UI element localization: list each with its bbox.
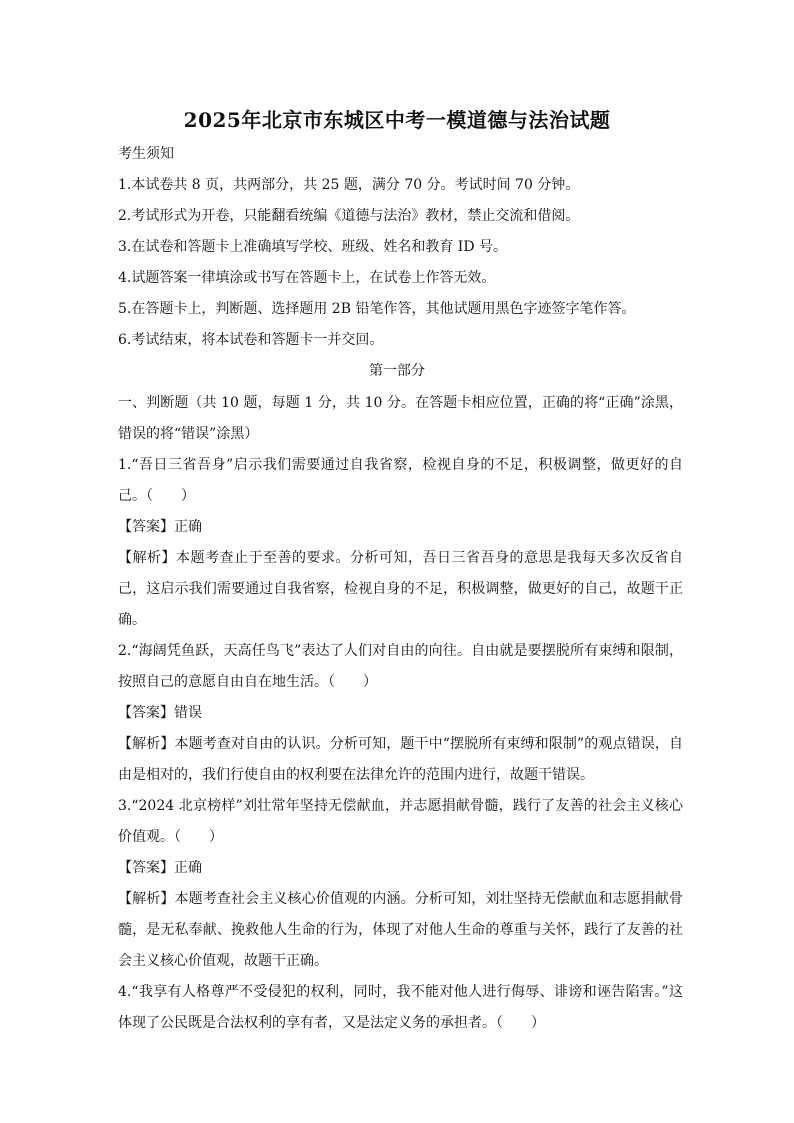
notice-item: 2.考试形式为开卷，只能翻看统编《道德与法治》教材，禁止交流和借阅。: [118, 208, 580, 224]
question-content: [118, 388, 683, 1039]
analysis-label: 【解析】: [118, 550, 176, 566]
document-title: 2025年北京市东城区中考一模道德与法治试题: [183, 108, 611, 132]
notice-item: 5.在答题卡上，判断题、选择题用 2B 铅笔作答，其他试题用黑色字迹签字笔作答。: [118, 301, 636, 317]
section-intro: 一、判断题（共 10 题，每题 1 分，共 10 分。在答题卡相应位置，正确的将“正确”涂黑，错误的将“错误”涂黑）: [118, 395, 683, 442]
analysis-line: [118, 543, 683, 636]
answer-label: 【答案】: [118, 860, 174, 876]
analysis-line: [118, 729, 683, 791]
answer-line: [118, 512, 683, 543]
answer-value: 正确: [174, 860, 202, 876]
notice-item: 3.在试卷和答题卡上准确填写学校、班级、姓名和教育 ID 号。: [118, 239, 508, 255]
analysis-label: 【解析】: [118, 891, 175, 907]
question-stem: 1.“吾日三省吾身”启示我们需要通过自我省察，检视自身的不足，积极调整，做更好的自己。（ ）: [118, 457, 683, 504]
question-stem: 2.“海阔凭鱼跃，天高任鸟飞”表达了人们对自由的向往。自由就是要摆脱所有束缚和限制，按照自己的意愿自由自在地生活。（ ）: [118, 643, 683, 690]
answer-value: 错误: [174, 705, 202, 721]
part-title: 第一部分: [369, 363, 425, 379]
answer-value: 正确: [174, 519, 202, 535]
question-stem: 4.“我享有人格尊严不受侵犯的权利，同时，我不能对他人进行侮辱、诽谤和诬告陷害。”这体现了公民既是合法权利的享有者，又是法定义务的承担者。（ ）: [118, 984, 683, 1031]
notice-list: [118, 170, 683, 356]
analysis-text: 本题考查对自由的认识。分析可知，题干中“摆脱所有束缚和限制”的观点错误，自由是相对的，我们行使自由的权利要在法律允许的范围内进行，故题干错误。: [118, 736, 683, 783]
question-stem: 3.“2024 北京榜样”刘壮常年坚持无偿献血，并志愿捐献骨髓，践行了友善的社会主义核心价值观。（ ）: [118, 798, 683, 845]
answer-line: [118, 698, 683, 729]
analysis-text: 本题考查止于至善的要求。分析可知，吾日三省吾身的意思是我每天多次反省自己，这启示我们需要通过自我省察，检视自身的不足，积极调整，做更好的自己，故题干正确。: [118, 550, 683, 628]
analysis-line: [118, 884, 683, 977]
analysis-text: 本题考查社会主义核心价值观的内涵。分析可知，刘壮坚持无偿献血和志愿捐献骨髓，是无私奉献、挽救他人生命的行为，体现了对他人生命的尊重与关怀，践行了友善的社会主义核心价值观，故题干正确。: [118, 891, 684, 969]
notice-item: 1.本试卷共 8 页，共两部分，共 25 题，满分 70 分。考试时间 70 分钟。: [118, 177, 580, 193]
answer-label: 【答案】: [118, 705, 174, 721]
notice-heading: 考生须知: [118, 146, 174, 162]
answer-label: 【答案】: [118, 519, 174, 535]
notice-item: 6.考试结束，将本试卷和答题卡一并交回。: [118, 332, 384, 348]
answer-line: [118, 853, 683, 884]
notice-item: 4.试题答案一律填涂或书写在答题卡上，在试卷上作答无效。: [118, 270, 496, 286]
analysis-label: 【解析】: [118, 736, 175, 752]
